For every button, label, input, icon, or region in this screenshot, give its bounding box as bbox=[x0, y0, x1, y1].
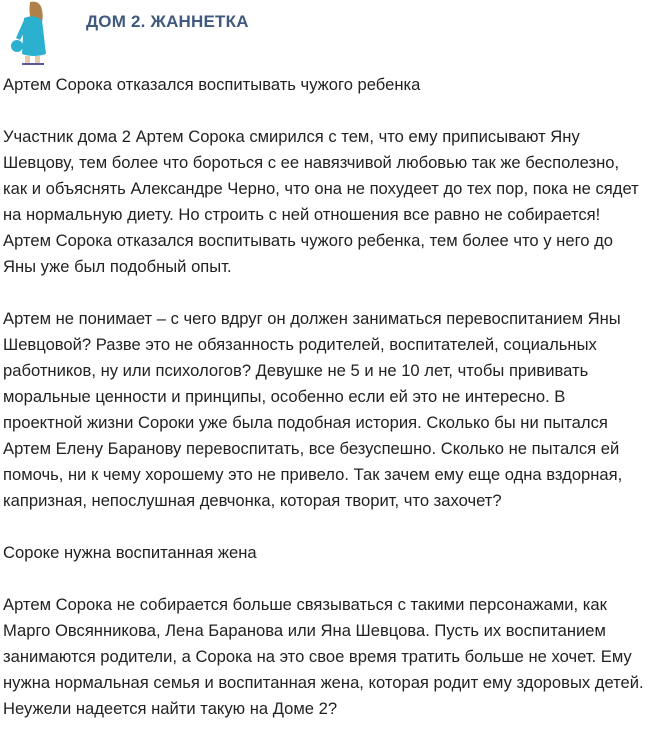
text-line: Неужели надеется найти такую на Доме 2? bbox=[3, 699, 338, 718]
text-line: Участник дома 2 Артем Сорока смирился с тем, что ему приписывают Яну bbox=[3, 127, 580, 146]
text-line: Артем Елену Баранову перевоспитать, все безуспешно. Сколько не пытался ей bbox=[3, 439, 620, 458]
text-line: Марго Овсянникова, Лена Баранова или Яна Шевцова. Пусть их воспитанием bbox=[3, 621, 606, 640]
text-line: как и объяснять Александре Черно, что она не похудеет до тех пор, пока не сядет bbox=[3, 179, 639, 198]
paragraph-1 bbox=[3, 124, 670, 280]
text-line: Шевцовой? Разве это не обязанность родителей, воспитателей, социальных bbox=[3, 335, 597, 354]
text-line: Артем не понимает – с чего вдруг он должен заниматься перевоспитанием Яны bbox=[3, 309, 621, 328]
site-title[interactable]: ДОМ 2. ЖАННЕТКА bbox=[86, 12, 249, 31]
article-headline: Артем Сорока отказался воспитывать чужого ребенка bbox=[3, 75, 421, 94]
text-line: моральные ценности и принципы, особенно если ей это не интересно. В bbox=[3, 387, 566, 406]
text-line: Артем Сорока отказался воспитывать чужого ребенка, тем более что у него до bbox=[3, 231, 614, 250]
text-line: занимаются родители, а Сорока на это свое время тратить больше не хочет. Ему bbox=[3, 647, 632, 666]
text-line: Шевцову, тем более что бороться с ее навязчивой любовью так же бесполезно, bbox=[3, 153, 620, 172]
text-line: нужна нормальная семья и воспитанная жена, которая родит ему здоровых детей. bbox=[3, 673, 644, 692]
site-header bbox=[0, 0, 670, 70]
text-line: проектной жизни Сороки уже была подобная история. Сколько бы ни пытался bbox=[3, 413, 608, 432]
text-line: капризная, непослушная девчонка, которая творит, что захочет? bbox=[3, 491, 502, 510]
text-line: Яны уже был подобный опыт. bbox=[3, 257, 232, 276]
paragraph-2 bbox=[3, 306, 670, 514]
text-line: помочь, ни к чему хорошему это не привело. Так зачем ему еще одна вздорная, bbox=[3, 465, 623, 484]
paragraph-3 bbox=[3, 592, 670, 722]
text-line: на нормальную диету. Но строить с ней отношения все равно не собирается! bbox=[3, 205, 601, 224]
text-line: Артем Сорока не собирается больше связываться с такими персонажами, как bbox=[3, 595, 607, 614]
girl-in-blue-dress-logo[interactable] bbox=[8, 0, 58, 66]
subheading: Сороке нужна воспитанная жена bbox=[3, 543, 257, 562]
article-body bbox=[3, 72, 670, 748]
text-line: работников, ну или психологов? Девушке не 5 и не 10 лет, чтобы прививать bbox=[3, 361, 589, 380]
